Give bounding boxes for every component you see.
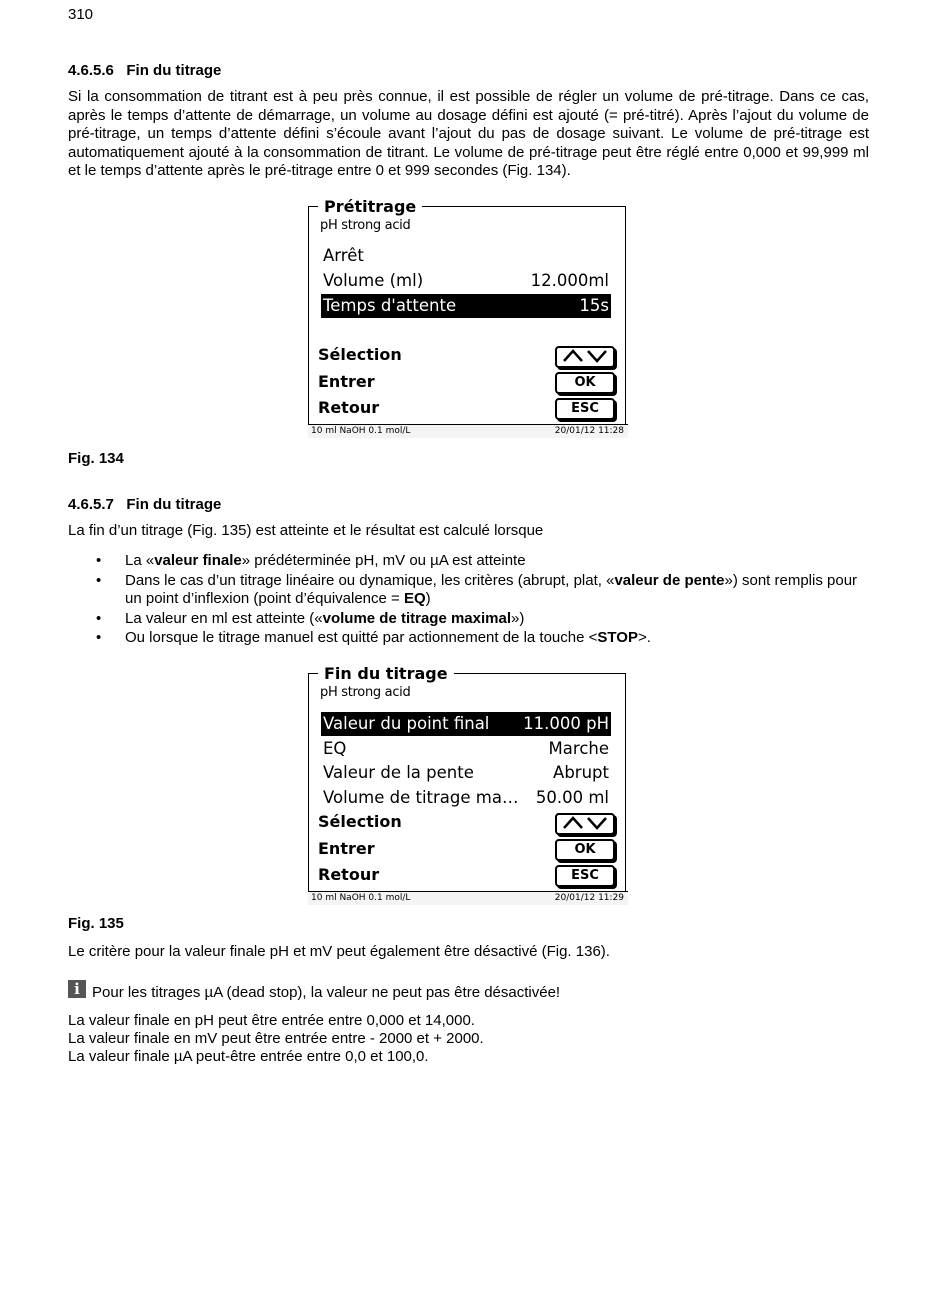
screen-title: Fin du titrage <box>318 665 454 683</box>
row-value: 12.000ml <box>530 271 609 290</box>
screen-subtitle: pH strong acid <box>320 218 411 233</box>
bullet: • <box>96 609 102 627</box>
menu-row-slope[interactable] <box>321 761 611 785</box>
row-label: Volume de titrage ma… <box>323 788 519 807</box>
page-number: 310 <box>68 6 94 23</box>
section-heading: 4.6.5.6 Fin du titrage <box>68 62 222 79</box>
status-reagent: 10 ml NaOH 0.1 mol/L <box>311 426 411 436</box>
info-note: Pour les titrages µA (dead stop), la valeur ne peut pas être désactivée! <box>92 984 561 1001</box>
menu-row-max-volume[interactable] <box>321 786 611 810</box>
up-down-key[interactable] <box>555 346 615 368</box>
menu-row-volume[interactable] <box>321 269 611 293</box>
status-bar <box>308 891 628 905</box>
command-select-label: Sélection <box>318 345 402 364</box>
range-line-mv: La valeur finale en mV peut être entrée entre - 2000 et + 2000. <box>68 1030 484 1047</box>
info-icon: i <box>68 980 86 998</box>
row-label: Temps d'attente <box>323 296 457 315</box>
screen-title: Prétitrage <box>318 198 422 216</box>
section-end-titration <box>68 496 869 541</box>
command-back-label: Retour <box>318 398 380 417</box>
row-value: 15s <box>579 296 609 315</box>
section-pre-titration <box>68 62 869 181</box>
menu-row-wait-time[interactable] <box>321 294 611 318</box>
intro-text: La fin d’un titrage (Fig. 135) est atteinte et le résultat est calculé lorsque <box>68 522 544 539</box>
menu-row-end-value[interactable] <box>321 712 611 736</box>
row-value: Abrupt <box>553 763 609 782</box>
up-down-arrows-icon <box>560 815 610 831</box>
command-select-label: Sélection <box>318 812 402 831</box>
section-heading: 4.6.5.7 Fin du titrage <box>68 496 222 513</box>
row-label: Valeur du point final <box>323 714 490 733</box>
row-label: Arrêt <box>323 246 364 265</box>
ok-key[interactable]: OK <box>555 372 615 394</box>
command-enter-label: Entrer <box>318 372 375 391</box>
bullet: • <box>96 629 102 647</box>
list-item: • La valeur en ml est atteinte («volume de titrage maximal») <box>96 609 525 627</box>
row-value: Marche <box>548 739 609 758</box>
criteria-list <box>68 552 869 649</box>
up-down-arrows-icon <box>560 348 610 364</box>
figure-caption: Fig. 135 <box>68 915 124 932</box>
row-label: EQ <box>323 739 347 758</box>
bullet: • <box>96 571 102 589</box>
esc-key[interactable]: ESC <box>555 398 615 420</box>
range-line-ph: La valeur finale en pH peut être entrée entre 0,000 et 14,000. <box>68 1012 475 1029</box>
menu-row-stop[interactable] <box>321 244 611 268</box>
bullet: • <box>96 552 102 569</box>
criterion-text: Le critère pour la valeur finale pH et mV peut également être désactivé (Fig. 136). <box>68 943 610 960</box>
row-label: Valeur de la pente <box>323 763 474 782</box>
row-label: Volume (ml) <box>323 271 424 290</box>
status-datetime: 20/01/12 11:28 <box>554 426 624 436</box>
paragraph: Si la consommation de titrant est à peu près connue, il est possible de régler un volume de pré-titrage. Dans ce cas, après le temps d’attente de démarrage, un volume au dosage défini est ajouté (= pré-titré). Après l’ajout du volume de pré-titrage, un temps d’attente défini s’écoule avant l’ajout du pas de dosage suivant. Le volume de pré-titrage est automatiquement ajouté à la consommation de titrant. Le volume de pré-titrage peut être réglé entre 0,000 et 99,999 ml et le temps d’attente après le pré-titrage entre 0 et 999 secondes (Fig. 134). <box>68 88 869 180</box>
command-back-label: Retour <box>318 865 380 884</box>
screen-subtitle: pH strong acid <box>320 685 411 700</box>
device-screen-pretitration <box>308 198 626 440</box>
status-bar <box>308 424 628 438</box>
up-down-key[interactable] <box>555 813 615 835</box>
list-item: • La «valeur finale» prédéterminée pH, mV ou µA est atteinte <box>96 552 526 569</box>
row-value: 11.000 pH <box>523 714 609 733</box>
esc-key[interactable]: ESC <box>555 865 615 887</box>
list-item: • Ou lorsque le titrage manuel est quitté par actionnement de la touche <STOP>. <box>96 629 651 647</box>
row-value: 50.00 ml <box>535 788 609 807</box>
menu-row-eq[interactable] <box>321 737 611 761</box>
ok-key[interactable]: OK <box>555 839 615 861</box>
range-line-ua: La valeur finale µA peut-être entrée entre 0,0 et 100,0. <box>68 1048 429 1065</box>
device-screen-end-titration <box>308 665 626 907</box>
figure-caption: Fig. 134 <box>68 450 124 467</box>
list-item: • Dans le cas d’un titrage linéaire ou dynamique, les critères (abrupt, plat, «valeur de pente») sont remplis pour un point d’inflexion (point d’équivalence = EQ) <box>96 571 858 608</box>
command-enter-label: Entrer <box>318 839 375 858</box>
status-reagent: 10 ml NaOH 0.1 mol/L <box>311 893 411 903</box>
status-datetime: 20/01/12 11:29 <box>554 893 624 903</box>
